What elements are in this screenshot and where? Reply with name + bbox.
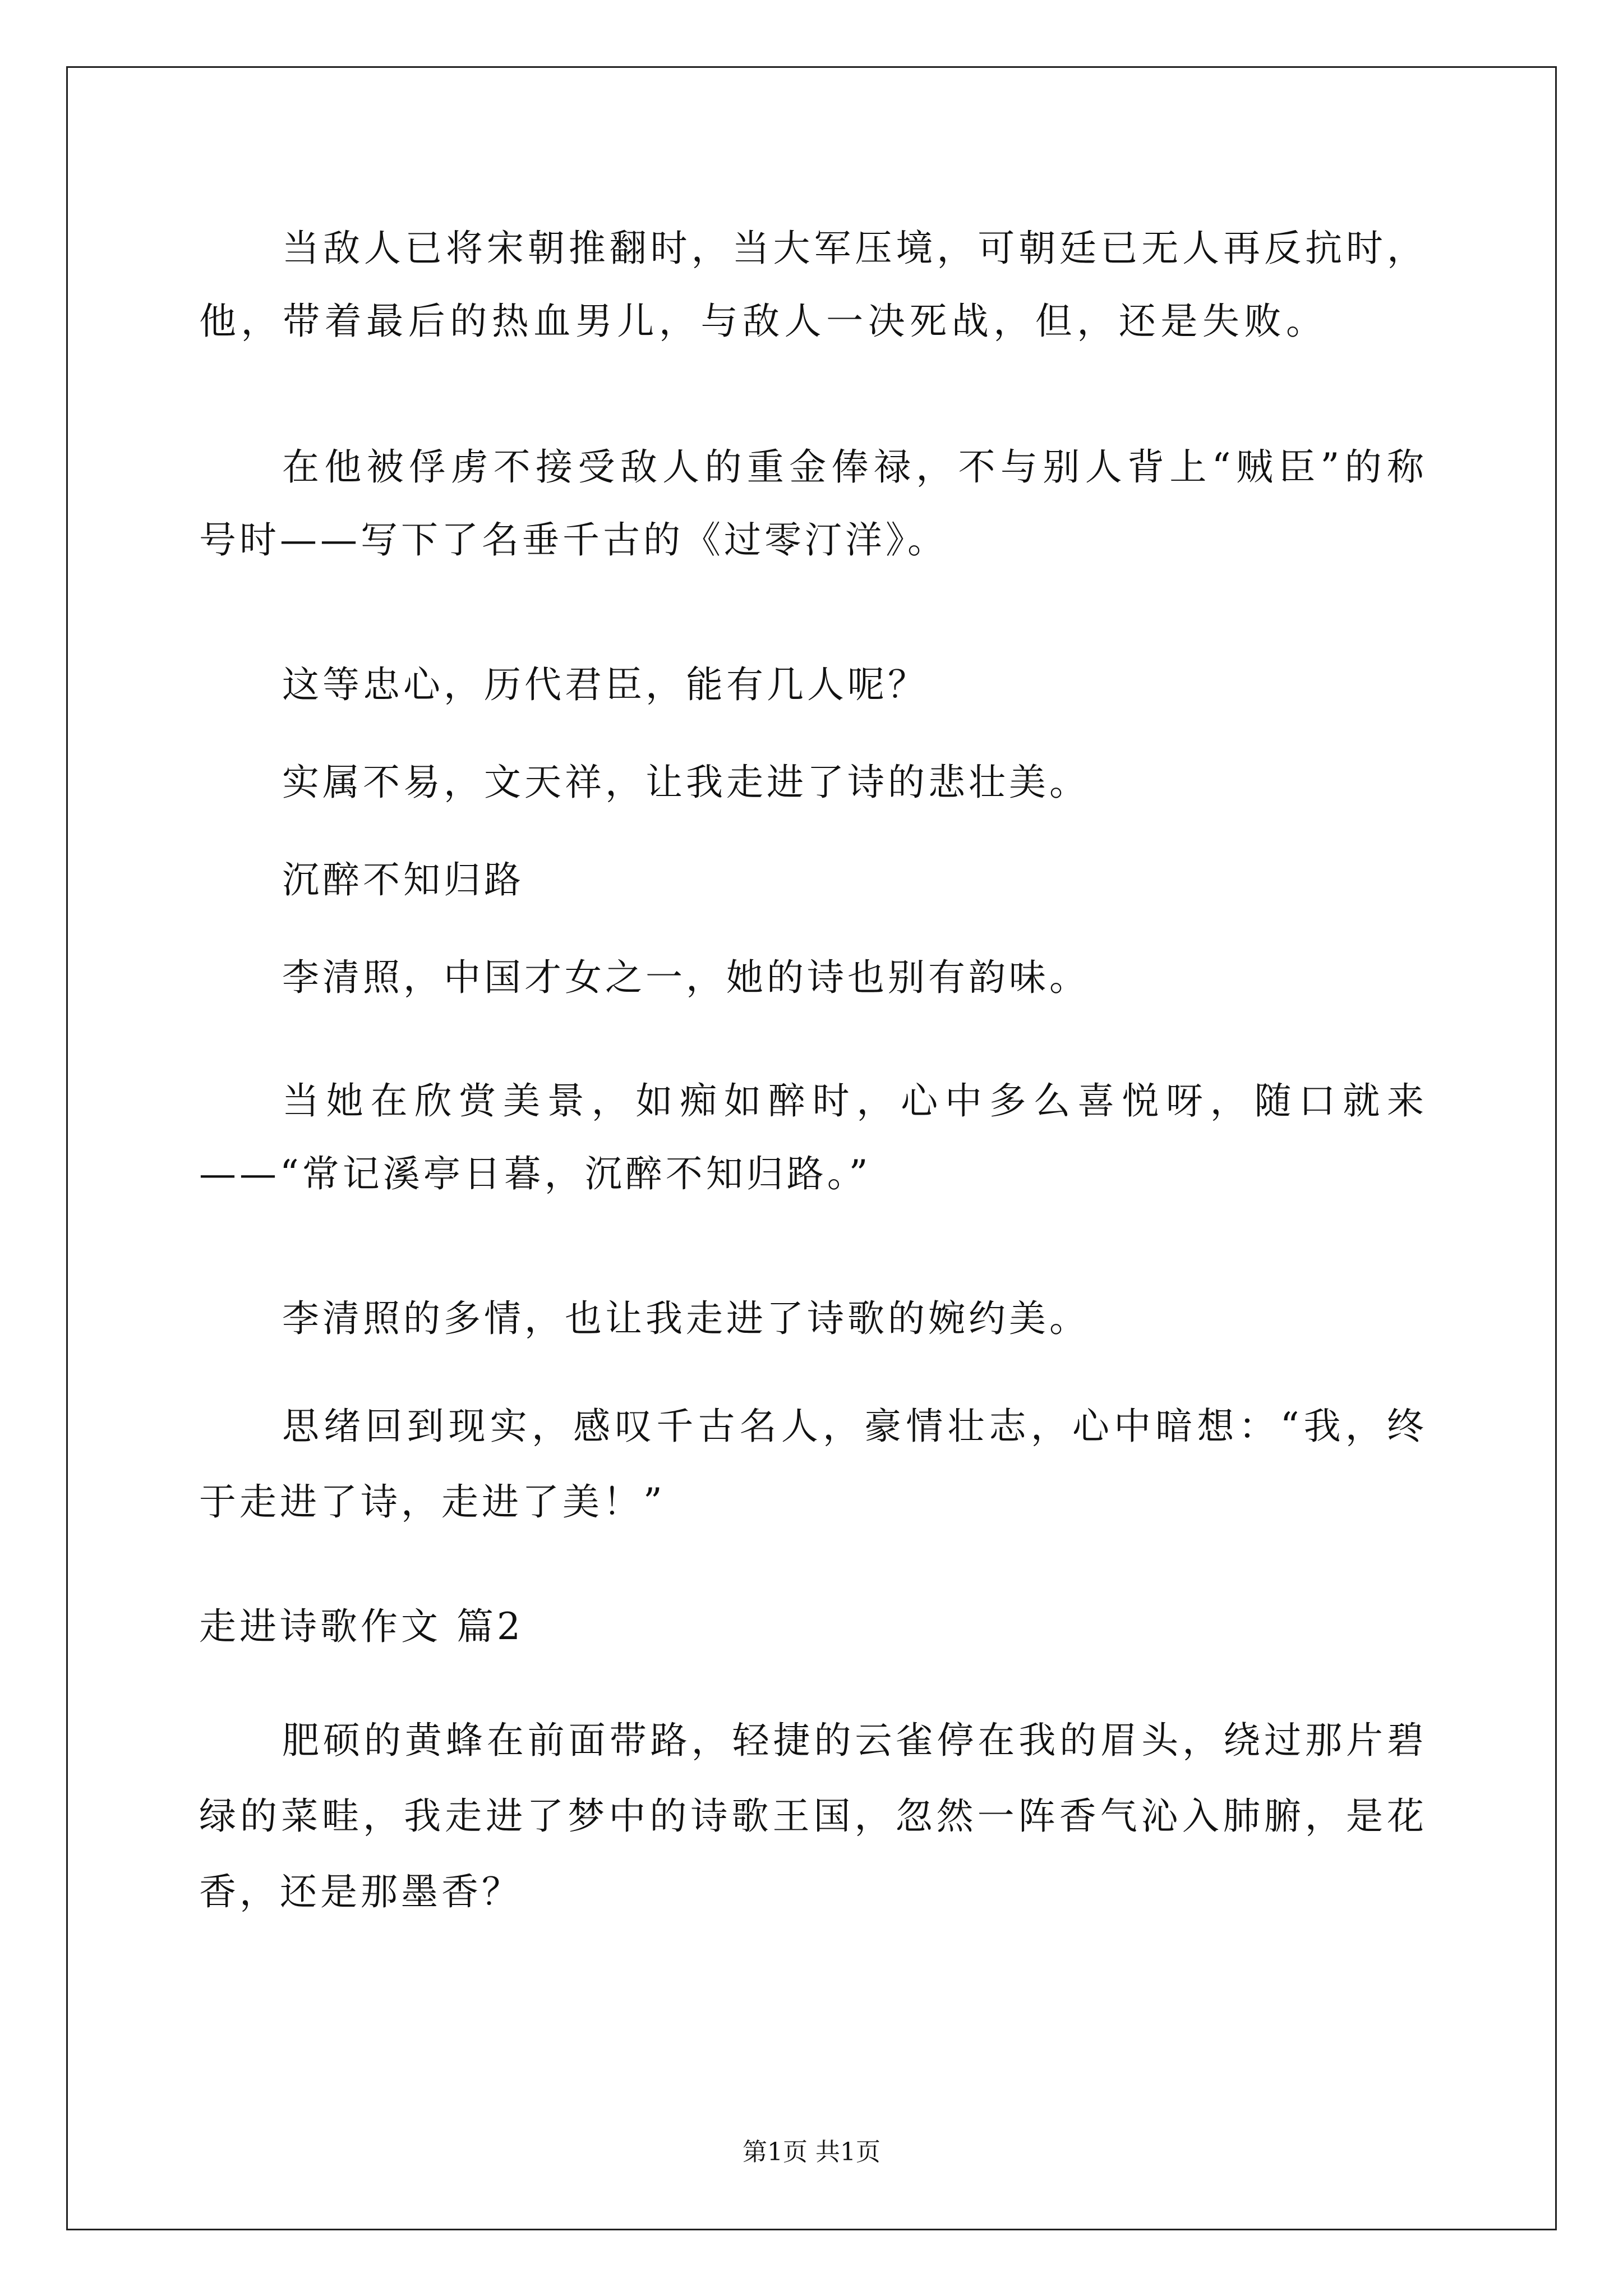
page-footer: 第1页 共1页 [743, 2138, 880, 2166]
text-line: 李清照的多情，也让我走进了诗歌的婉约美。 [282, 1297, 1090, 1340]
text-line: 当她在欣赏美景，如痴如醉时，心中多么喜悦呀，随口就来 [282, 1079, 1427, 1122]
section-heading: 沉醉不知归路 [282, 858, 524, 901]
text-line: 号时——写下了名垂千古的《过零汀洋》。 [199, 518, 948, 562]
text-line: 思绪回到现实，感叹千古名人，豪情壮志，心中暗想：“我，终 [282, 1405, 1427, 1448]
text-line: 他，带着最后的热血男儿，与敌人一决死战，但，还是失败。 [199, 300, 1326, 343]
text-line: ——“常记溪亭日暮，沉醉不知归路。” [199, 1152, 872, 1195]
text-line: 这等忠心，历代君臣，能有几人呢？ [282, 663, 928, 706]
text-line: 李清照，中国才女之一，她的诗也别有韵味。 [282, 956, 1090, 999]
text-line: 肥硕的黄蜂在前面带路，轻捷的云雀停在我的眉头，绕过那片碧 [282, 1719, 1427, 1762]
article-heading: 走进诗歌作文 篇2 [199, 1605, 524, 1648]
text-line: 实属不易，文天祥，让我走进了诗的悲壮美。 [282, 761, 1090, 804]
text-line: 在他被俘虏不接受敌人的重金俸禄，不与别人背上“贼臣”的称 [282, 445, 1427, 489]
text-line: 于走进了诗，走进了美！” [199, 1480, 666, 1524]
text-line: 当敌人已将宋朝推翻时，当大军压境，可朝廷已无人再反抗时， [282, 227, 1427, 270]
text-line: 香，还是那墨香？ [199, 1870, 522, 1913]
text-line: 绿的菜畦，我走进了梦中的诗歌王国，忽然一阵香气沁入肺腑，是花 [199, 1795, 1427, 1838]
